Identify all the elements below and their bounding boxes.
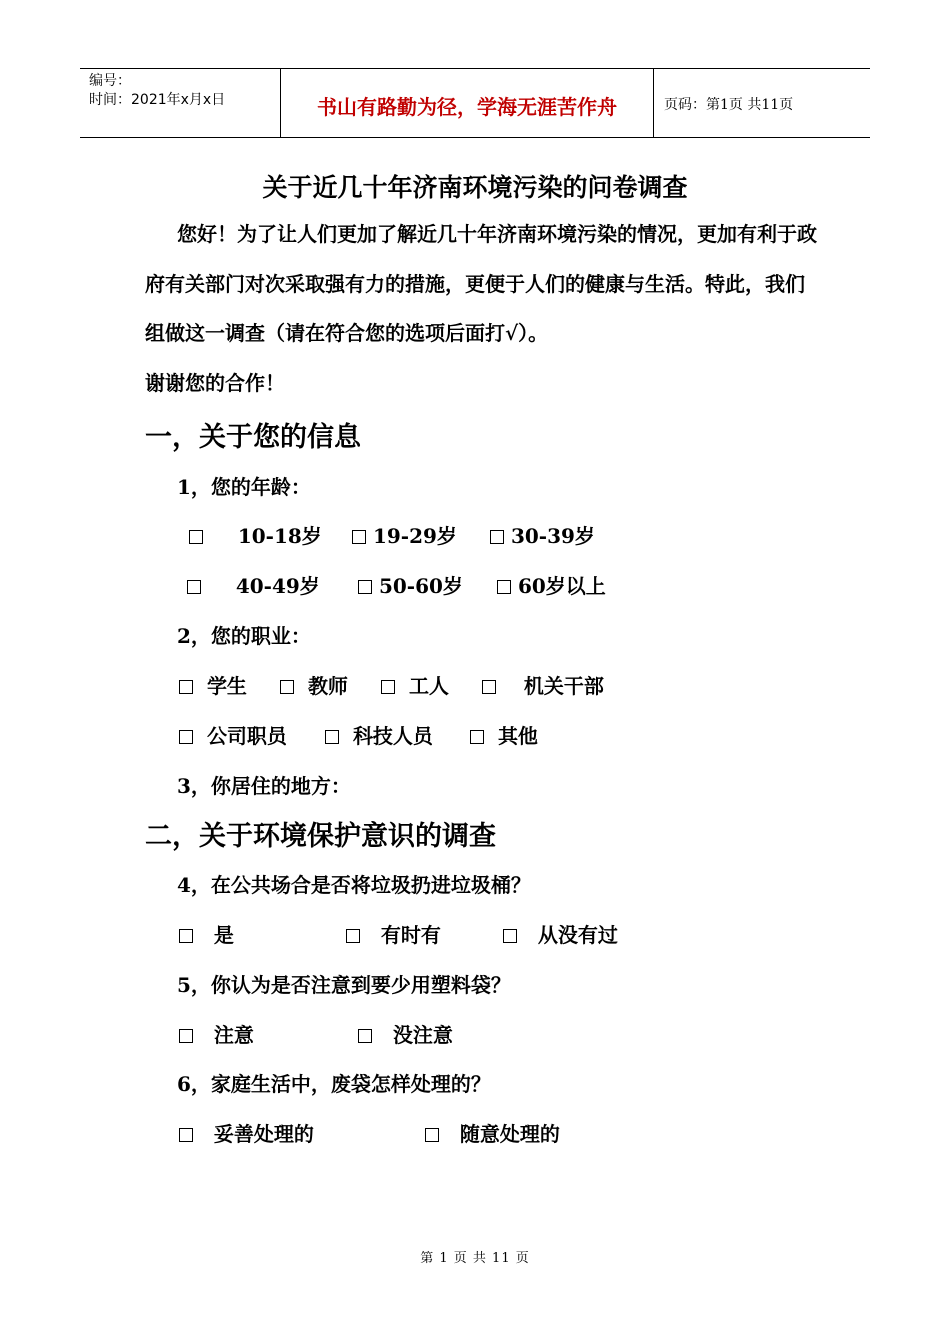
checkbox-icon[interactable] bbox=[179, 929, 193, 943]
q1-option[interactable]: 60岁以上 bbox=[497, 570, 606, 599]
q4-option[interactable]: 有时有 bbox=[346, 919, 441, 948]
checkbox-icon[interactable] bbox=[179, 1128, 193, 1142]
q2-option[interactable]: 科技人员 bbox=[325, 720, 433, 749]
checkbox-icon[interactable] bbox=[189, 530, 203, 544]
section-heading-2: 二，关于环境保护意识的调查 bbox=[145, 821, 496, 852]
checkbox-icon[interactable] bbox=[381, 680, 395, 694]
header-page-info: 页码：第1页 共11页 bbox=[664, 97, 794, 113]
checkbox-icon[interactable] bbox=[325, 730, 339, 744]
checkbox-icon[interactable] bbox=[187, 580, 201, 594]
checkbox-icon[interactable] bbox=[482, 680, 496, 694]
q4-option[interactable]: 是 bbox=[179, 919, 234, 948]
question-3: 3，你居住的地方： bbox=[177, 774, 351, 798]
checkbox-icon[interactable] bbox=[490, 530, 504, 544]
checkbox-icon[interactable] bbox=[425, 1128, 439, 1142]
q2-option[interactable]: 公司职员 bbox=[179, 720, 287, 749]
checkbox-icon[interactable] bbox=[470, 730, 484, 744]
question-2: 2，您的职业： bbox=[177, 624, 311, 648]
question-1: 1，您的年龄： bbox=[177, 475, 311, 499]
time-label: 时间：2021年x月x日 bbox=[89, 92, 226, 108]
document-title: 关于近几十年济南环境污染的问卷调查 bbox=[262, 173, 688, 202]
q2-option[interactable]: 工人 bbox=[381, 670, 449, 699]
page-header bbox=[80, 68, 870, 138]
q6-option[interactable]: 妥善处理的 bbox=[179, 1118, 314, 1147]
question-5: 5，你认为是否注意到要少用塑料袋？ bbox=[177, 973, 511, 997]
header-meta bbox=[80, 69, 281, 137]
q1-option[interactable]: 40-49岁 bbox=[187, 570, 320, 599]
checkbox-icon[interactable] bbox=[179, 680, 193, 694]
question-6: 6，家庭生活中，废袋怎样处理的？ bbox=[177, 1072, 491, 1096]
q5-option[interactable]: 没注意 bbox=[358, 1019, 453, 1048]
q1-option[interactable]: 30-39岁 bbox=[490, 520, 595, 549]
q2-option[interactable]: 其他 bbox=[470, 720, 538, 749]
checkbox-icon[interactable] bbox=[497, 580, 511, 594]
checkbox-icon[interactable] bbox=[179, 730, 193, 744]
checkbox-icon[interactable] bbox=[352, 530, 366, 544]
checkbox-icon[interactable] bbox=[503, 929, 517, 943]
header-motto: 书山有路勤为径，学海无涯苦作舟 bbox=[281, 69, 654, 137]
intro-paragraph: 您好！为了让人们更加了解近几十年济南环境污染的情况，更加有利于政府有关部门对次采取强有力的措施，更便于人们的健康与生活。特此，我们组做这一调查（请在符合您的选项后面打√）。 bbox=[145, 222, 817, 345]
q6-option[interactable]: 随意处理的 bbox=[425, 1118, 560, 1147]
q1-option[interactable]: 19-29岁 bbox=[352, 520, 457, 549]
q5-option[interactable]: 注意 bbox=[179, 1019, 254, 1048]
page-footer: 第 1 页 共 11 页 bbox=[420, 1251, 530, 1266]
checkbox-icon[interactable] bbox=[280, 680, 294, 694]
checkbox-icon[interactable] bbox=[346, 929, 360, 943]
checkbox-icon[interactable] bbox=[358, 580, 372, 594]
q2-option[interactable]: 学生 bbox=[179, 670, 247, 699]
section-heading-1: 一，关于您的信息 bbox=[145, 422, 361, 453]
question-4: 4，在公共场合是否将垃圾扔进垃圾桶？ bbox=[177, 873, 531, 897]
checkbox-icon[interactable] bbox=[358, 1029, 372, 1043]
checkbox-icon[interactable] bbox=[179, 1029, 193, 1043]
q4-option[interactable]: 从没有过 bbox=[503, 919, 618, 948]
q1-option[interactable]: 10-18岁 bbox=[189, 520, 322, 549]
intro-thanks: 谢谢您的合作！ bbox=[145, 370, 285, 395]
intro-text bbox=[145, 210, 817, 408]
number-label: 编号： bbox=[89, 73, 131, 89]
q2-option[interactable]: 机关干部 bbox=[482, 670, 604, 699]
q2-option[interactable]: 教师 bbox=[280, 670, 348, 699]
q1-option[interactable]: 50-60岁 bbox=[358, 570, 463, 599]
